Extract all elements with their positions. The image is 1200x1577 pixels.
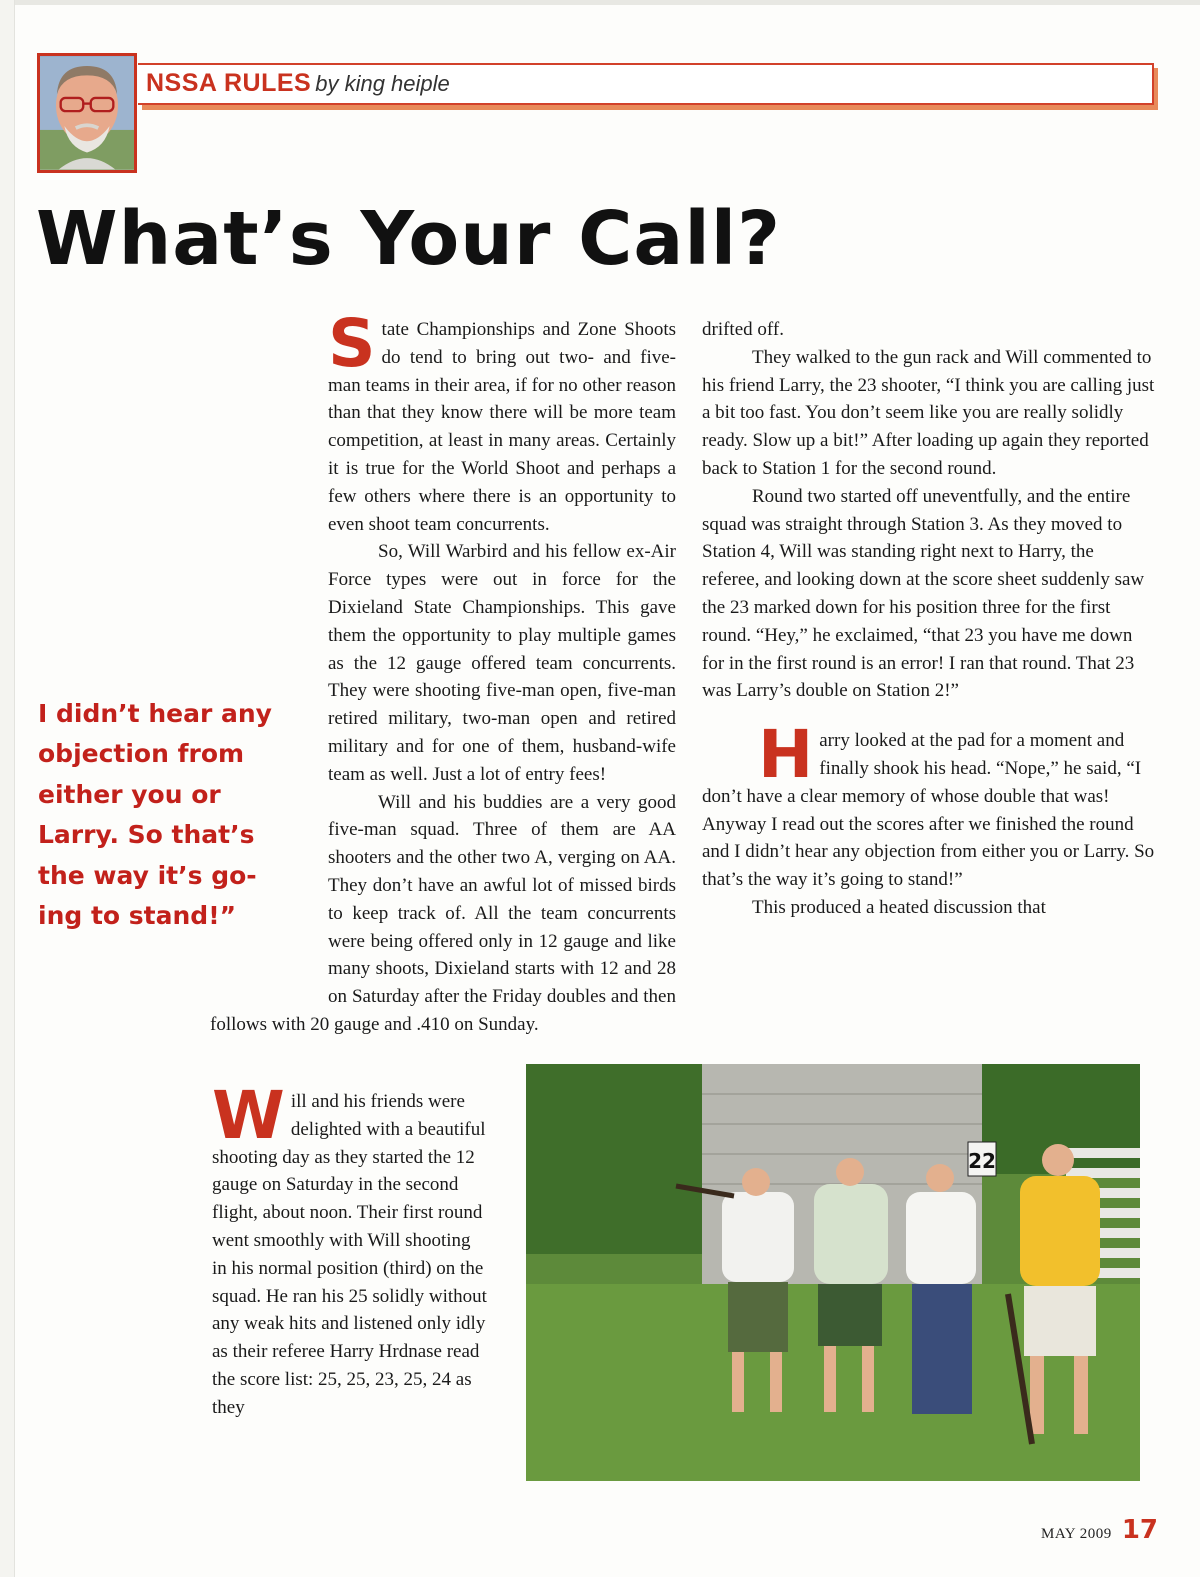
paragraph-1 xyxy=(210,305,676,538)
drop-cap-w: W xyxy=(212,1077,285,1154)
paragraph-5: drifted off. xyxy=(702,319,784,340)
page-top-edge xyxy=(0,0,1200,5)
paragraph-9: This produced a heated discussion that xyxy=(752,896,1046,918)
paragraph-2: So, Will Warbird and his fellow ex-Air Force types were out in force for the Dixieland State Championships. This gave them the opportunity to play multiple games as the 12 gauge offered team concurrents. They were shooting five-man open, five-man retired military, two-man open and retired military and for one of them, husband-wife team as well. Just a lot of entry fees! xyxy=(328,541,676,785)
page-binding-edge xyxy=(0,0,15,1577)
issue-date: MAY 2009 xyxy=(1040,1526,1112,1542)
department-label: NSSA RULES xyxy=(146,69,312,97)
article-column-1 xyxy=(210,305,676,1066)
paragraph-8-text: arry looked at the pad for a moment and finally shook his head. “Nope,” he said, “I don’t have a clear memory of whose double that was! Anyway I read out the scores after we finished the round and I didn’t hear any objection from either you or Larry. So that’s the way it’s going to stand!” xyxy=(702,730,1155,891)
shooters-photo-illustration xyxy=(526,1064,1140,1481)
article-column-2 xyxy=(702,316,1156,922)
paragraph-4 xyxy=(212,1077,488,1422)
paragraph-6: They walked to the gun rack and Will commented to his friend Larry, the 23 shooter, “I think you are calling just a bit too fast. You don’t seem like you are really solidly ready. Slow up a bit!” After loading up again they reported back to Station 1 for the second round. xyxy=(702,346,1155,479)
drop-cap-s: S xyxy=(328,305,376,382)
pull-quote: I didn’t hear any objection from either you or Larry. So that’s the way it’s go- ing to stand!” xyxy=(38,699,272,931)
drop-cap-h: H xyxy=(758,716,814,794)
section-header-text xyxy=(146,69,450,98)
author-byline: by king heiple xyxy=(315,71,450,96)
article-headline: What’s Your Call? xyxy=(36,196,782,282)
article-column-1-lower xyxy=(212,1077,488,1422)
paragraph-7: Round two started off uneventfully, and the entire squad was straight through Station 3. As they moved to Station 4, Will was standing right next to Harry, the referee, and looking down at the score sheet suddenly saw the 23 marked down for his position three for the first round. “Hey,” he exclaimed, “that 23 you have me down for in the first round is an error! I ran that round. That 23 was Larry’s double on Station 2!” xyxy=(702,485,1145,702)
article-photo-shooters xyxy=(526,1064,1140,1481)
page-folio xyxy=(1041,1515,1158,1545)
paragraph-1-text: tate Championships and Zone Shoots do tend to bring out two- and five-man teams in their area, if for no other reason than that they know there will be more team competition, at least in many areas. Certainly it is true for the World Shoot and perhaps a few others where there is an opportunity to even shoot team concurrents. xyxy=(328,319,676,535)
section-header-bar xyxy=(138,63,1154,105)
author-portrait-illustration xyxy=(40,56,134,170)
paragraph-8 xyxy=(702,716,1156,894)
paragraph-4-text: ill and his friends were delighted with a beautiful shooting day as they started the 12 gauge on Saturday in the second flight, about noon. Their first round went smoothly with Will shooting in his normal position (third) on the squad. He ran his 25 solidly without any weak hits and listened only idly as their referee Harry Hrdnase read the score list: 25, 25, 23, 25, 24 as they xyxy=(212,1091,487,1418)
paragraph-3: Will and his buddies are a very good five-man squad. Three of them are AA shooters and the other two A, verging on AA. They don’t have an awful lot of missed birds to keep track of. All the team concurrents were being offered only in 12 gauge and like many shoots, Dixieland starts with 12 and 28 on Saturday after the Friday doubles and then follows with 20 gauge and .410 on Sunday. xyxy=(210,791,676,1035)
page-number: 17 xyxy=(1121,1515,1158,1545)
station-sign-number: 22 xyxy=(968,1149,996,1173)
author-photo xyxy=(37,53,137,173)
